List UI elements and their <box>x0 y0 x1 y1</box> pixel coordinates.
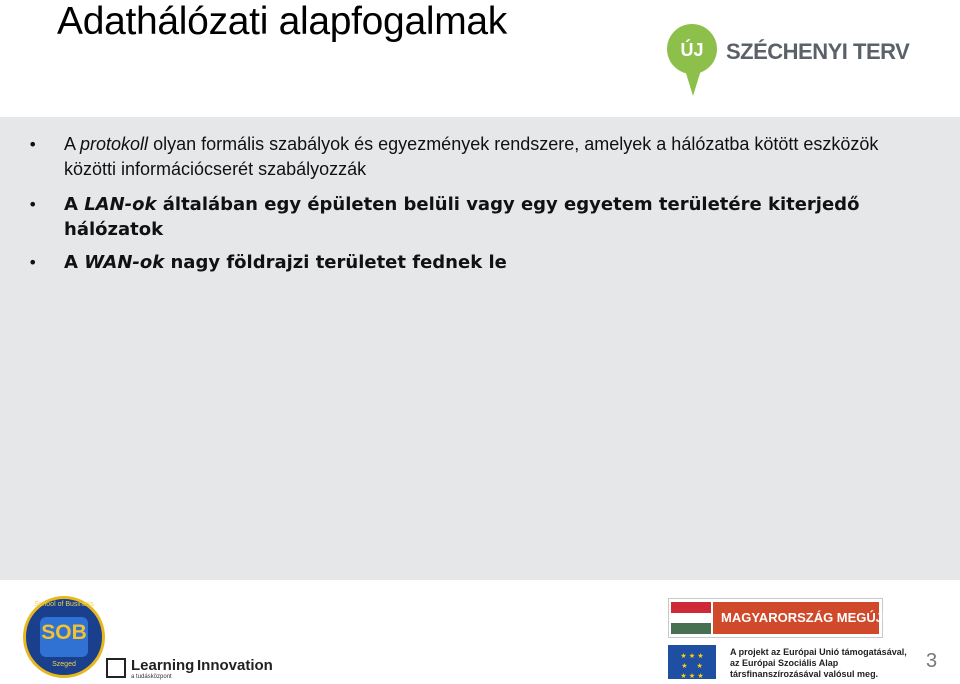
szechenyi-name: SZÉCHENYI TERV <box>726 39 910 64</box>
sob-logo <box>23 596 105 678</box>
eu-funding-text <box>730 647 907 680</box>
innovation-word: Innovation <box>197 657 273 674</box>
bullet-text: nagy földrajzi területet fednek le <box>164 252 507 273</box>
learning-innovation-subtitle: a tudásközpont <box>131 674 172 680</box>
slide-title: Adathálózati alapfogalmak <box>57 0 507 43</box>
bullet-pre: A <box>64 134 81 154</box>
bullet-item <box>0 250 930 275</box>
bullet-pre: A <box>64 252 85 273</box>
bullet-list <box>0 132 930 283</box>
szechenyi-badge-text: ÚJ <box>680 40 704 60</box>
bullet-item <box>0 132 930 182</box>
szechenyi-terv-logo <box>664 20 924 104</box>
bullet-term: LAN-ok <box>84 194 157 215</box>
bullet-item <box>0 192 930 242</box>
learning-word: Learning <box>131 657 195 674</box>
bullet-text: általában egy épületen belüli vagy egy egyetem területére kiterjedő hálózatok <box>64 194 860 240</box>
sob-logo-top-text: School of Business <box>34 601 94 608</box>
bullet-pre: A <box>64 194 85 215</box>
eu-funding-line: A projekt az Európai Unió támogatásával, <box>730 647 907 657</box>
learning-innovation-logo <box>106 656 272 682</box>
magyarorszag-megujul-logo <box>668 598 901 638</box>
bullet-term: protokoll <box>80 134 149 154</box>
page-number: 3 <box>926 650 938 672</box>
eu-funding-line: az Európai Szociális Alap <box>730 658 839 668</box>
learning-innovation-icon <box>106 658 126 678</box>
eu-funding-line: társfinanszírozásával valósul meg. <box>730 669 879 679</box>
szechenyi-badge-tail <box>685 70 701 96</box>
eu-flag-icon <box>668 645 716 679</box>
sob-logo-bottom-text: Szeged <box>52 661 76 668</box>
eu-stars-icon: ★ ★ ★ ★ ★ ★ ★ ★ <box>680 652 704 680</box>
bullet-text: olyan formális szabályok és egyezmények rendszere, amelyek a hálózatba kötött eszközök közötti információcserét szabályozzák <box>64 134 879 179</box>
magyarorszag-banner <box>713 602 901 634</box>
hungarian-flag-icon <box>671 602 711 634</box>
sob-logo-text: SOB <box>41 621 87 644</box>
bullet-term: WAN-ok <box>84 252 165 273</box>
magyarorszag-banner-text: MAGYARORSZÁG MEGÚJUL <box>721 610 901 625</box>
